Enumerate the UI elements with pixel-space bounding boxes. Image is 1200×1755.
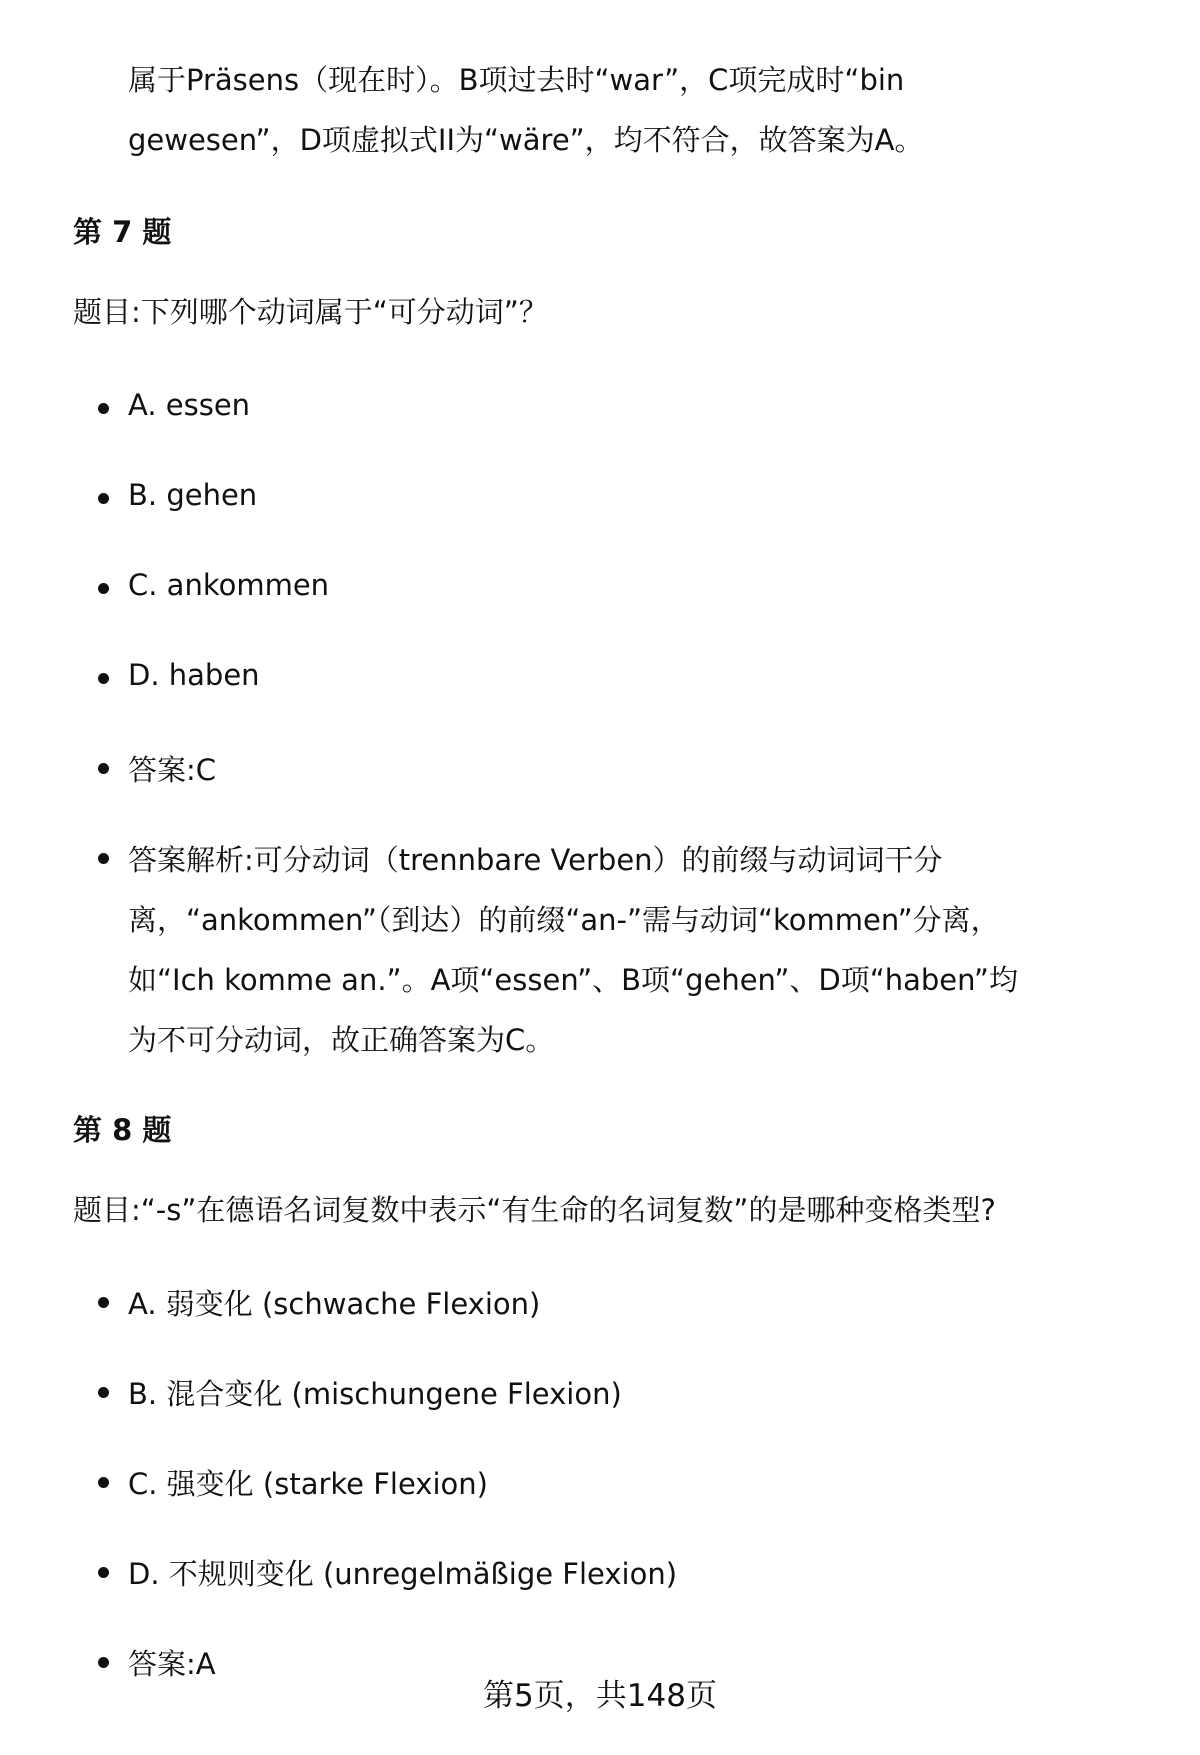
question-7-option-b: B. gehen bbox=[128, 478, 258, 512]
bullet-icon bbox=[98, 1387, 109, 1398]
bullet-icon bbox=[98, 763, 109, 774]
bullet-icon bbox=[98, 1657, 109, 1668]
bullet-icon bbox=[98, 1477, 109, 1488]
question-8-option-d: D. 不规则变化 (unregelmäßige Flexion) bbox=[128, 1557, 678, 1591]
question-8-option-a: A. 弱变化 (schwache Flexion) bbox=[128, 1287, 541, 1321]
bullet-icon bbox=[98, 673, 109, 684]
question-8-option-b: B. 混合变化 (mischungene Flexion) bbox=[128, 1377, 622, 1411]
bullet-icon bbox=[98, 403, 109, 414]
bullet-icon bbox=[98, 1567, 109, 1578]
question-7-explanation-line-4: 为不可分动词，故正确答案为C。 bbox=[128, 1023, 555, 1057]
question-7-option-c: C. ankommen bbox=[128, 568, 330, 602]
page-number-footer: 第5页，共148页 bbox=[483, 1678, 717, 1714]
question-7-explanation-line-3: 如“Ich komme an.”。A项“essen”、B项“gehen”、D项“haben”均 bbox=[128, 963, 1018, 997]
bullet-icon bbox=[98, 1297, 109, 1308]
question-7-heading: 第 7 题 bbox=[73, 215, 172, 249]
question-7-explanation-line-1: 答案解析:可分动词（trennbare Verben）的前缀与动词词干分 bbox=[128, 843, 943, 877]
bullet-icon bbox=[98, 583, 109, 594]
question-8-text: 题目:“-s”在德语名词复数中表示“有生命的名词复数”的是哪种变格类型? bbox=[73, 1193, 996, 1227]
question-8-option-c: C. 强变化 (starke Flexion) bbox=[128, 1467, 488, 1501]
question-7-option-a: A. essen bbox=[128, 388, 251, 422]
prev-explanation-line-1: 属于Präsens（现在时）。B项过去时“war”，C项完成时“bin bbox=[128, 63, 905, 97]
question-8-answer: 答案:A bbox=[128, 1647, 216, 1681]
prev-explanation-line-2: gewesen”，D项虚拟式II为“wäre”，均不符合，故答案为A。 bbox=[128, 123, 924, 157]
bullet-icon bbox=[98, 493, 109, 504]
question-7-explanation-line-2: 离，“ankommen”（到达）的前缀“an-”需与动词“kommen”分离， bbox=[128, 903, 1000, 937]
question-7-text: 题目:下列哪个动词属于“可分动词”？ bbox=[73, 295, 548, 329]
question-7-option-d: D. haben bbox=[128, 658, 260, 692]
question-8-heading: 第 8 题 bbox=[73, 1113, 172, 1147]
bullet-icon bbox=[98, 853, 109, 864]
question-7-answer: 答案:C bbox=[128, 753, 217, 787]
